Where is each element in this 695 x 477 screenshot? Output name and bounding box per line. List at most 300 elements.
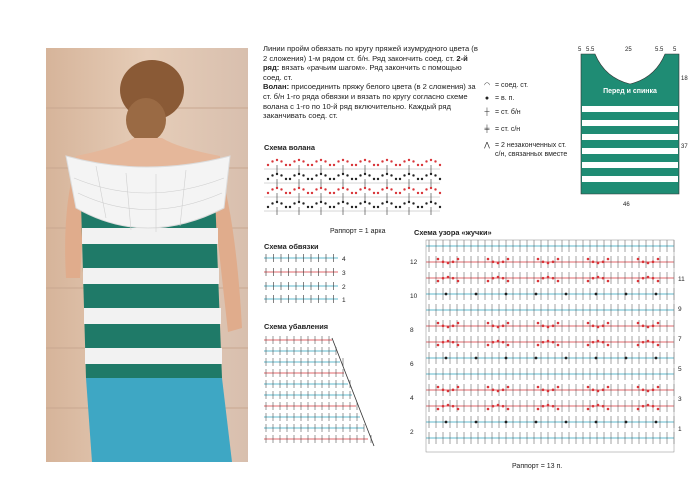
chain-stitch [285,178,287,180]
chain-stitch [597,326,600,329]
chain-stitch [403,160,405,162]
chain-stitch [359,160,361,162]
chain-stitch [315,160,317,162]
chain-stitch [289,164,291,166]
chain-stitch [592,341,595,344]
chain-stitch [342,173,344,175]
chain-stitch [652,325,655,328]
chain-stitch [280,188,282,190]
chain-stitch [320,201,322,203]
chain-stitch [390,202,392,204]
chain-stitch [552,389,555,392]
chain-stitch [437,386,440,389]
chain-stitch [298,159,300,161]
chain-stitch [442,325,445,328]
chain-stitch [492,341,495,344]
chain-stitch [442,341,445,344]
chain-stitch [552,325,555,328]
chain-stitch [487,344,490,347]
chain-stitch [602,389,605,392]
chain-stitch [657,322,660,325]
chain-stitch [537,258,540,261]
chain-stitch [607,280,610,283]
chain-stitch [355,192,357,194]
chain-stitch [447,404,450,407]
chain-stitch [364,201,366,203]
chain-stitch [445,357,448,360]
chain-stitch [302,202,304,204]
chain-stitch [447,340,450,343]
chain-stitch [535,421,538,424]
chain-stitch [602,341,605,344]
chain-stitch [457,386,460,389]
row-number: 12 [410,259,418,266]
chain-stitch [457,258,460,261]
chain-stitch [507,322,510,325]
chain-stitch [421,178,423,180]
chain-stitch [502,405,505,408]
chain-stitch [267,164,269,166]
chain-stitch [457,280,460,283]
chain-stitch [289,206,291,208]
chain-stitch [655,357,658,360]
row-number: 5 [678,366,682,373]
chain-stitch [417,164,419,166]
chain-stitch [390,174,392,176]
dim-bottom: 46 [623,202,630,208]
chain-stitch [368,160,370,162]
chain-stitch [547,390,550,393]
chain-stitch [373,192,375,194]
photo-illustration [46,48,248,462]
volan-diagram [262,153,444,221]
chain-stitch [487,280,490,283]
chain-stitch [329,164,331,166]
row-number: 4 [410,395,414,402]
chain-stitch [337,174,339,176]
chain-stitch [337,202,339,204]
chain-stitch [507,386,510,389]
single-crochet-icon: ┼ [484,109,490,116]
chain-stitch [592,405,595,408]
chain-stitch [311,164,313,166]
chain-stitch [425,160,427,162]
chain-stitch [293,160,295,162]
chain-stitch [547,276,550,279]
chain-stitch [437,344,440,347]
obvyazki-row-3: 3 [342,270,346,277]
chain-stitch [417,206,419,208]
chain-stitch [320,173,322,175]
chain-stitch [412,174,414,176]
chain-stitch [421,206,423,208]
chain-stitch [542,405,545,408]
chain-stitch [505,357,508,360]
chain-stitch [293,174,295,176]
chain-stitch [439,178,441,180]
chain-stitch [329,192,331,194]
chain-stitch [447,390,450,393]
chain-stitch [607,344,610,347]
chain-stitch [285,164,287,166]
chain-stitch [657,344,660,347]
chain-stitch [457,322,460,325]
chain-stitch [315,174,317,176]
chain-stitch [452,261,455,264]
chain-stitch [320,159,322,161]
chain-stitch [592,277,595,280]
chain-stitch [547,340,550,343]
chain-stitch [377,164,379,166]
chain-stitch [315,202,317,204]
chain-stitch [302,188,304,190]
chain-stitch [637,258,640,261]
chain-stitch [452,277,455,280]
chain-stitch [652,389,655,392]
chain-stitch [267,178,269,180]
chain-stitch [276,173,278,175]
chain-stitch [647,262,650,265]
instructions [263,44,478,121]
chain-stitch [430,159,432,161]
chain-stitch [280,202,282,204]
chain-stitch [346,160,348,162]
chain-stitch [502,277,505,280]
chain-stitch [337,188,339,190]
chain-stitch [425,174,427,176]
chain-stitch [625,293,628,296]
chain-stitch [542,389,545,392]
chain-stitch [267,206,269,208]
chain-stitch [390,188,392,190]
row-number: 7 [678,336,682,343]
chain-stitch [507,408,510,411]
chain-stitch [359,174,361,176]
chain-stitch [475,293,478,296]
chain-stitch [587,322,590,325]
chain-stitch [386,159,388,161]
chain-stitch [285,206,287,208]
chain-stitch [547,404,550,407]
chain-stitch [381,188,383,190]
chain-stitch [381,174,383,176]
zhuchki-repeat: Раппорт = 13 п. [512,463,563,470]
chain-stitch [276,187,278,189]
chain-stitch [271,188,273,190]
chain-stitch [412,160,414,162]
chain-stitch [642,325,645,328]
chain-stitch [597,404,600,407]
chain-stitch [565,293,568,296]
legend-item: ╪ = ст. с/н [481,126,573,135]
chain-stitch [502,389,505,392]
chain-stitch [447,276,450,279]
chain-stitch [655,421,658,424]
chain-stitch [447,326,450,329]
chain-stitch [442,405,445,408]
chain-stitch [421,192,423,194]
chain-stitch [547,262,550,265]
dim-left-edge: 5 [578,47,582,53]
chain-stitch [324,160,326,162]
chain-stitch [565,357,568,360]
chain-stitch [535,357,538,360]
chain-stitch [417,178,419,180]
chain-stitch [587,386,590,389]
chain-stitch [587,408,590,411]
chain-stitch [505,293,508,296]
chain-stitch [597,390,600,393]
chain-stitch [507,258,510,261]
chain-stitch [430,187,432,189]
row-number: 6 [410,361,414,368]
chain-stitch [399,178,401,180]
chain-stitch [395,206,397,208]
chain-stitch [445,421,448,424]
chain-stitch [439,192,441,194]
chain-stitch [647,340,650,343]
chain-stitch [607,408,610,411]
chain-stitch [386,173,388,175]
chain-stitch [452,389,455,392]
chain-stitch [307,206,309,208]
chain-stitch [425,202,427,204]
chain-stitch [637,280,640,283]
chain-stitch [359,202,361,204]
chain-stitch [399,206,401,208]
chain-stitch [447,262,450,265]
chain-stitch [492,325,495,328]
chain-stitch [497,276,500,279]
chain-stitch [657,258,660,261]
obvyazki-row-1: 1 [342,297,346,304]
chain-stitch [502,261,505,264]
dim-side-top: 18 [681,76,688,82]
dim-right-edge: 5 [673,47,677,53]
chain-stitch [324,202,326,204]
chain-stitch [587,344,590,347]
row-number: 9 [678,306,682,313]
chain-stitch [595,293,598,296]
chain-stitch [280,174,282,176]
chain-stitch [373,178,375,180]
chain-stitch [552,341,555,344]
chain-stitch [475,421,478,424]
chain-stitch [302,160,304,162]
chain-stitch [592,325,595,328]
chain-stitch [408,201,410,203]
chain-stitch [364,159,366,161]
chain-stitch [602,325,605,328]
chain-stitch [342,159,344,161]
chain-stitch [377,206,379,208]
chain-stitch [333,192,335,194]
chain-stitch [403,188,405,190]
row-number: 2 [410,429,414,436]
chain-stitch [434,160,436,162]
chain-stitch [597,340,600,343]
chain-stitch [652,341,655,344]
chain-stitch [430,201,432,203]
chain-stitch [342,187,344,189]
chain-stitch [492,261,495,264]
symbol-legend [481,82,573,163]
chain-stitch [421,164,423,166]
legend-item: ● = в. п. [481,95,573,104]
row-number: 8 [410,327,414,334]
chain-stitch [307,192,309,194]
chain-stitch [333,206,335,208]
chain-stitch [647,326,650,329]
chain-stitch [552,277,555,280]
chain-stitch [289,178,291,180]
row-number: 3 [678,396,682,403]
chain-stitch [324,188,326,190]
chain-stitch [487,258,490,261]
chain-stitch [475,357,478,360]
chain-stitch [625,421,628,424]
chain-stitch [542,261,545,264]
chain-stitch [390,160,392,162]
chain-stitch [542,277,545,280]
chain-stitch [537,280,540,283]
chain-stitch [280,160,282,162]
dim-right-shoulder: 5.5 [655,47,664,53]
chain-stitch [537,408,540,411]
instruction-paragraph-2: Волан: присоединить пряжу белого цвета (в 2 сложения) за ст. б/н 1-го ряда обвязки и вязать по кругу согласно схеме волана с 1-го по 10-й ряд включительно. Каждый ряд заканчивать соед. ст. [263,82,476,121]
chain-stitch [547,326,550,329]
chain-stitch [271,174,273,176]
chain-stitch [373,206,375,208]
dc2tog-icon: ⋀ [484,142,490,149]
dim-neck: 25 [625,47,632,53]
chain-stitch [637,386,640,389]
chain-stitch [403,174,405,176]
chain-stitch [655,293,658,296]
chain-stitch [505,421,508,424]
chain-stitch [293,188,295,190]
zhuchki-diagram [426,240,676,454]
chain-stitch [557,258,560,261]
chain-stitch [355,164,357,166]
ubavlenia-title: Схема убавления [264,322,329,331]
chain-stitch [657,386,660,389]
chain-stitch [311,206,313,208]
legend-item: ⋀ = 2 незаконченных ст. с/н, связанных вместе [481,142,573,159]
chain-stitch [346,188,348,190]
chain-stitch [337,160,339,162]
chain-stitch [307,178,309,180]
chain-stitch [430,173,432,175]
chain-stitch [557,280,560,283]
obvyazki-row-4: 4 [342,256,346,263]
chain-stitch [492,405,495,408]
chain-stitch [452,405,455,408]
chain-stitch [333,178,335,180]
chain-stitch [368,188,370,190]
chain-stitch [602,405,605,408]
chain-stitch [587,280,590,283]
chain-stitch [324,174,326,176]
chain-stitch [497,404,500,407]
chain-stitch [381,202,383,204]
obvyazki-diagram [262,252,342,307]
chain-stitch [592,261,595,264]
chain-stitch [542,325,545,328]
chain-stitch [652,405,655,408]
chain-stitch [652,277,655,280]
chain-stitch [497,326,500,329]
chain-stitch [302,174,304,176]
chain-stitch [537,322,540,325]
volan-title: Схема волана [264,143,315,152]
chain-stitch [437,322,440,325]
chain-stitch [637,322,640,325]
chain-stitch [487,322,490,325]
chain-stitch [602,261,605,264]
chain-stitch [364,187,366,189]
chain-stitch [657,280,660,283]
chain-stitch [642,341,645,344]
chain-stitch [342,201,344,203]
garment-schematic [575,44,688,209]
chain-stitch [320,187,322,189]
chain-stitch [607,258,610,261]
chain-stitch [351,178,353,180]
ubavlenia-diagram [262,334,380,452]
chain-stitch [502,341,505,344]
dim-left-shoulder: 5.5 [586,47,595,53]
chain-stitch [437,408,440,411]
slip-stitch-icon: ◠ [483,82,491,89]
chain-stitch [399,192,401,194]
chain-stitch [652,261,655,264]
chain-stitch [408,187,410,189]
chain-stitch [311,192,313,194]
chain-stitch [502,325,505,328]
zhuchki-title: Схема узора «жучки» [414,228,492,237]
chain-stitch [439,206,441,208]
chain-stitch [565,421,568,424]
chain-stitch [377,192,379,194]
chain-stitch [293,202,295,204]
chain-stitch [381,160,383,162]
chain-stitch [647,276,650,279]
chain-stitch [557,322,560,325]
chain-stitch [434,188,436,190]
chain-stitch [307,164,309,166]
row-number: 11 [678,276,685,283]
chain-stitch [271,160,273,162]
chain-stitch [408,173,410,175]
obvyazki-title: Схема обвязки [264,242,319,251]
chain-stitch [442,277,445,280]
chain-stitch [346,202,348,204]
chain-stitch [386,187,388,189]
chain-stitch [276,201,278,203]
chain-stitch [647,404,650,407]
chain-stitch [408,159,410,161]
chain-stitch [439,164,441,166]
chain-stitch [642,405,645,408]
legend-item: ◠ = соед. ст. [481,82,573,91]
chain-stitch [351,164,353,166]
instruction-paragraph-1: Линии пройм обвязать по кругу пряжей изумрудного цвета (в 2 сложения) 1-м рядом ст. б/н. Ряд закончить соед. ст. 2-й ряд: вязать «рачьим шагом». Ряд закончить с помощью соед. ст. [263,44,478,82]
chain-stitch [625,357,628,360]
chain-stitch [452,341,455,344]
chain-stitch [592,389,595,392]
chain-stitch [298,173,300,175]
